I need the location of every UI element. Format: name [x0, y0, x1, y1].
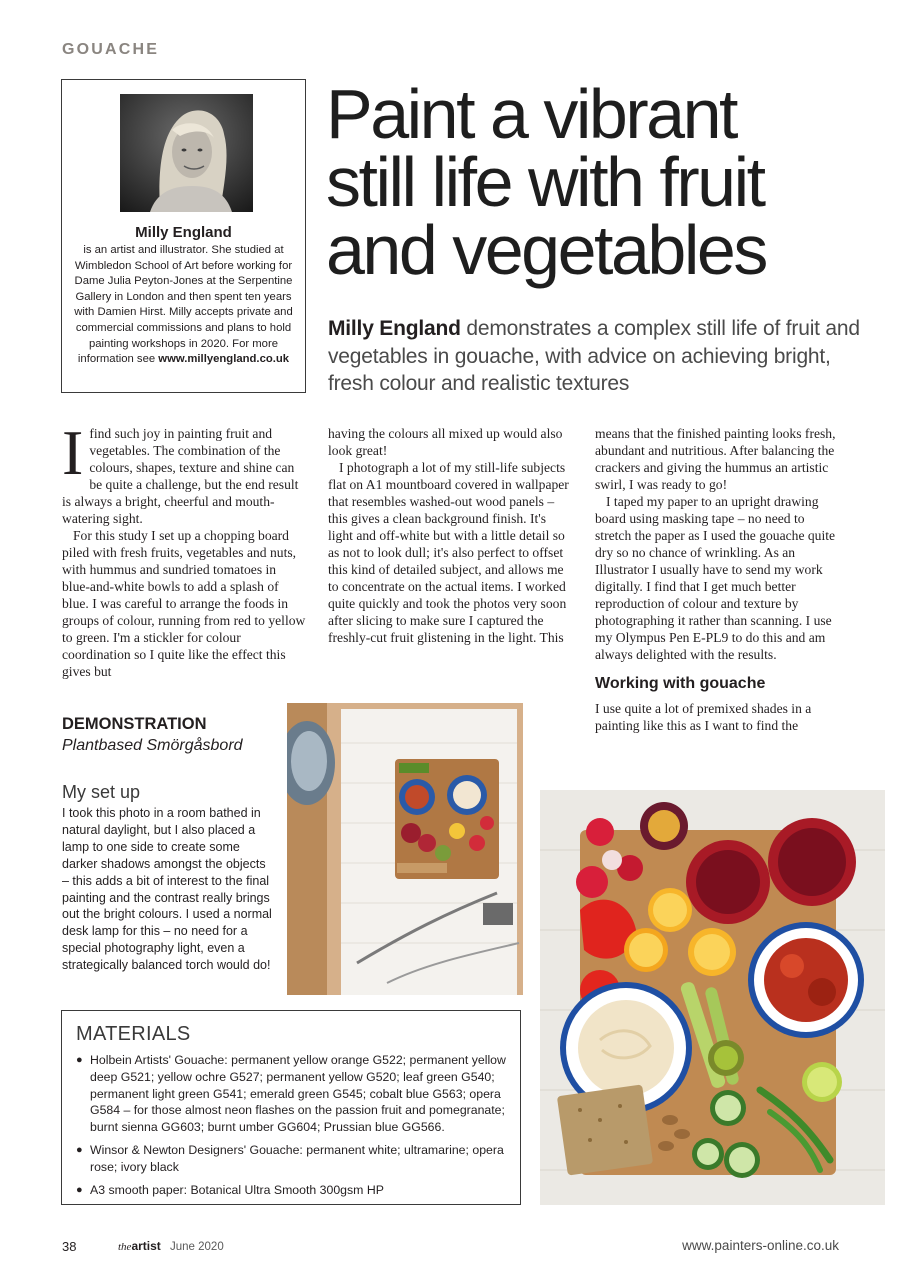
materials-item: ● A3 smooth paper: Botanical Ultra Smooth 300gsm HP [76, 1182, 506, 1199]
demonstration-subtitle: Plantbased Smörgåsbord [62, 737, 243, 754]
body-paragraph: means that the finished painting looks fresh, abundant and nutritious. After balancing the crackers and giving the hummus an artistic swirl, I was ready to go! [595, 426, 836, 492]
logo-artist: artist [131, 1239, 161, 1253]
logo-the: the [118, 1241, 132, 1253]
setup-caption: I took this photo in a room bathed in natural daylight, but I also placed a lamp to one side to create some darker shadows amongst the objects – this adds a bit of interest to the final painting and the contrast really brings out the bright colours. I used a normal desk lamp for this – no need for a special photography light, even a strategically balanced torch would do! [62, 806, 272, 973]
author-bio-box [61, 79, 306, 393]
body-paragraph [62, 417, 306, 527]
article-headline [326, 75, 886, 289]
body-column-3 [595, 425, 840, 734]
materials-list [76, 1052, 506, 1198]
still-life-photo [540, 790, 885, 1205]
body-paragraph: For this study I set up a chopping board piled with fresh fruits, vegetables and nuts, with hummus and sundried tomatoes in blue-and-white bowls to add a splash of blue. I was careful to arrange the foods in groups of colour, running from red to yellow to green. I'm a stickler for colour coordination so I quite like the effect this gives but [62, 528, 306, 679]
author-portrait-photo [120, 94, 253, 212]
standfirst-author: Milly England [328, 317, 461, 340]
section-label: GOUACHE [62, 41, 160, 58]
standfirst-text: demonstrates a complex still life of fruit and vegetables in gouache, with advice on achieving bright, fresh colour and realistic textures [328, 317, 860, 395]
setup-photo [287, 703, 523, 995]
subheading-working-with-gouache: Working with gouache [595, 675, 766, 692]
article-standfirst [328, 315, 868, 398]
footer-website-link[interactable]: www.painters-online.co.uk [682, 1238, 839, 1253]
author-bio-body: is an artist and illustrator. She studied at Wimbledon School of Art before working for Dame Julia Peyton-Jones at the Serpentine Gallery in London and then spent ten years with Damien Hirst. Milly accepts private and commercial commissions and plans to hold painting workshops in 2020. For more information see [74, 244, 293, 366]
body-column-2 [328, 425, 573, 646]
materials-item: ● Winsor & Newton Designers' Gouache: permanent white; ultramarine; opera rose; ivory black [76, 1142, 506, 1176]
materials-item: ● Holbein Artists' Gouache: permanent yellow orange G522; permanent yellow deep G521; yellow ochre G527; permanent yellow G520; leaf green G540; permanent light green G541; emerald green G545; cobalt blue G563; opera G584 – for those almost neon flashes on the passion fruit and pomegranate; burnt sienna GG603; burnt umber GG604; Prussian blue GG566. [76, 1052, 506, 1136]
body-paragraph: I taped my paper to an upright drawing board using masking tape – no need to stretch the paper as I used the gouache quite dry so no chance of wrinkling. As an Illustrator I usually have to send my work digitally. I find that I get much better reproduction of colour and texture by photographing it rather than scanning. I use my Olympus Pen E-PL9 to do this and am always delighted with the results. [595, 494, 836, 662]
headline-line-1: Paint a vibrant [326, 75, 736, 153]
body-paragraph-text: find such joy in painting fruit and vegetables. The combination of the colours, shapes, texture and shine can be quite a challenge, but the end result is always a bright, cheerful and mouth-watering sight. [62, 426, 299, 526]
author-bio-text [72, 243, 295, 368]
body-column-1 [62, 417, 306, 680]
materials-box [61, 1010, 521, 1205]
body-paragraph: having the colours all mixed up would also look great! [328, 426, 563, 458]
headline-line-3: and vegetables [326, 211, 766, 289]
demonstration-title: DEMONSTRATION [62, 715, 207, 733]
setup-heading: My set up [62, 782, 141, 802]
issue-date: June 2020 [170, 1241, 224, 1253]
body-paragraph: I photograph a lot of my still-life subjects flat on A1 mountboard covered in wallpaper that resembles washed-out wood panels – this gives a clean background finish. It's light and off-white but with a little detail so as not to look dull; it's also perfect to offset this kind of detailed subject, and allows me to concentrate on the actual items. I worked quite quickly and took the photos very soon after slicing to make sure I captured the freshly-cut fruit glistening in the light. This [328, 460, 569, 645]
author-website-link[interactable]: www.millyengland.co.uk [158, 353, 290, 366]
body-paragraph: I use quite a lot of premixed shades in a painting like this as I want to find the [595, 701, 812, 733]
materials-heading: MATERIALS [76, 1023, 191, 1045]
page-number: 38 [62, 1239, 77, 1254]
author-name: Milly England [135, 224, 232, 241]
magazine-logo [118, 1238, 161, 1254]
drop-cap: I [62, 417, 84, 488]
headline-line-2: still life with fruit [326, 143, 764, 221]
